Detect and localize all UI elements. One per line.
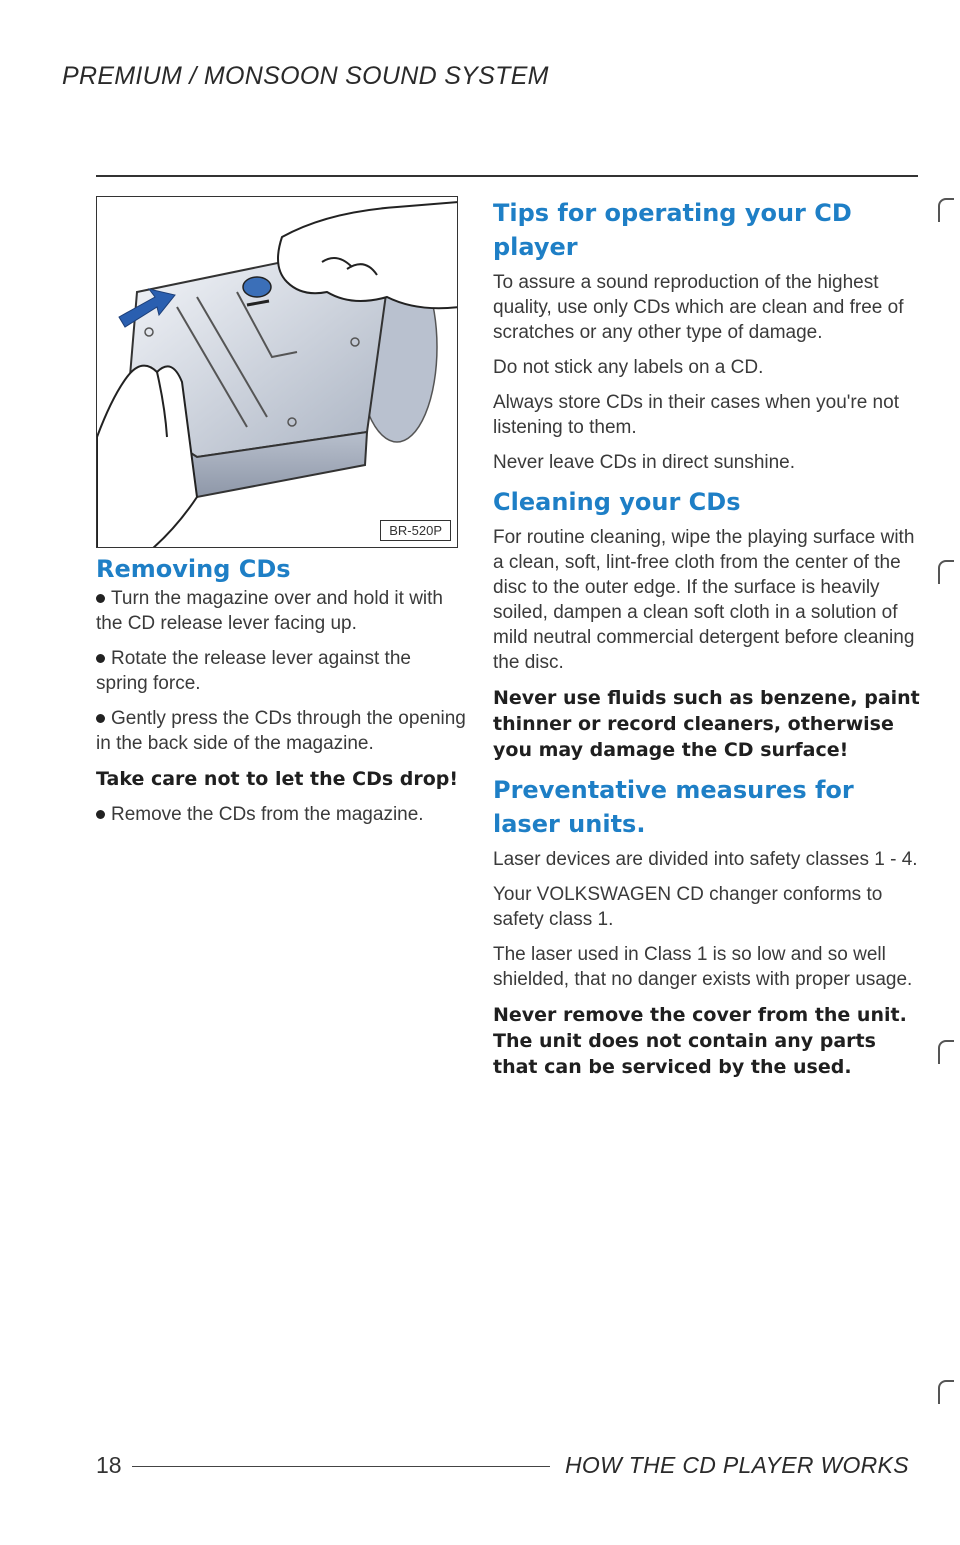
margin-mark [938, 560, 954, 584]
cleaning-heading: Cleaning your CDs [493, 488, 741, 516]
bullet-icon [96, 654, 105, 663]
tips-paragraph: Do not stick any labels on a CD. [493, 357, 764, 378]
cleaning-warning: Never use fluids such as benzene, paint thinner or record cleaners, otherwise you may damage the CD surface! [493, 687, 920, 761]
margin-mark [938, 1380, 954, 1404]
laser-warning: Never remove the cover from the unit. The unit does not contain any parts that can be serviced by the used. [493, 1004, 907, 1078]
tips-paragraph: Always store CDs in their cases when you're not listening to them. [493, 392, 899, 438]
removing-cds-heading: Removing CDs [96, 555, 291, 583]
tips-paragraph: Never leave CDs in direct sunshine. [493, 452, 796, 473]
laser-paragraph: Your VOLKSWAGEN CD changer conforms to safety class 1. [493, 884, 883, 930]
list-item: Rotate the release lever against the spring force. [96, 648, 411, 694]
laser-paragraph: The laser used in Class 1 is so low and so well shielded, that no danger exists with proper usage. [493, 944, 913, 990]
list-item: Gently press the CDs through the opening in the back side of the magazine. [96, 708, 466, 754]
list-item: Remove the CDs from the magazine. [96, 802, 466, 827]
footer-rule [132, 1466, 550, 1467]
margin-mark [938, 1040, 954, 1064]
tips-paragraph: To assure a sound reproduction of the highest quality, use only CDs which are clean and free of scratches or any other type of damage. [493, 272, 904, 343]
tips-heading: Tips for operating your CD player [493, 199, 852, 261]
header-rule [96, 175, 918, 177]
drop-warning: Take care not to let the CDs drop! [96, 768, 459, 790]
left-column [96, 552, 466, 837]
laser-heading: Preventative measures for laser units. [493, 776, 854, 838]
laser-paragraph: Laser devices are divided into safety classes 1 - 4. [493, 849, 918, 870]
right-column [493, 196, 925, 1090]
page-header: PREMIUM / MONSOON SOUND SYSTEM [62, 62, 549, 90]
page-number: 18 [96, 1452, 122, 1478]
footer-section-title: HOW THE CD PLAYER WORKS [565, 1452, 909, 1478]
bullet-icon [96, 714, 105, 723]
bullet-icon [96, 810, 105, 819]
illustration-cd-magazine [96, 196, 458, 548]
cleaning-paragraph: For routine cleaning, wipe the playing surface with a clean, soft, lint-free cloth from the center of the disc to the outer edge. If the surface is heavily soiled, dampen a clean soft cloth in a solution of mild neutral commercial detergent before cleaning the disc. [493, 527, 915, 673]
list-item: Turn the magazine over and hold it with the CD release lever facing up. [96, 588, 443, 634]
bullet-icon [96, 594, 105, 603]
figure-label: BR-520P [380, 520, 451, 541]
margin-mark [938, 198, 954, 222]
magazine-drawing [97, 197, 458, 548]
